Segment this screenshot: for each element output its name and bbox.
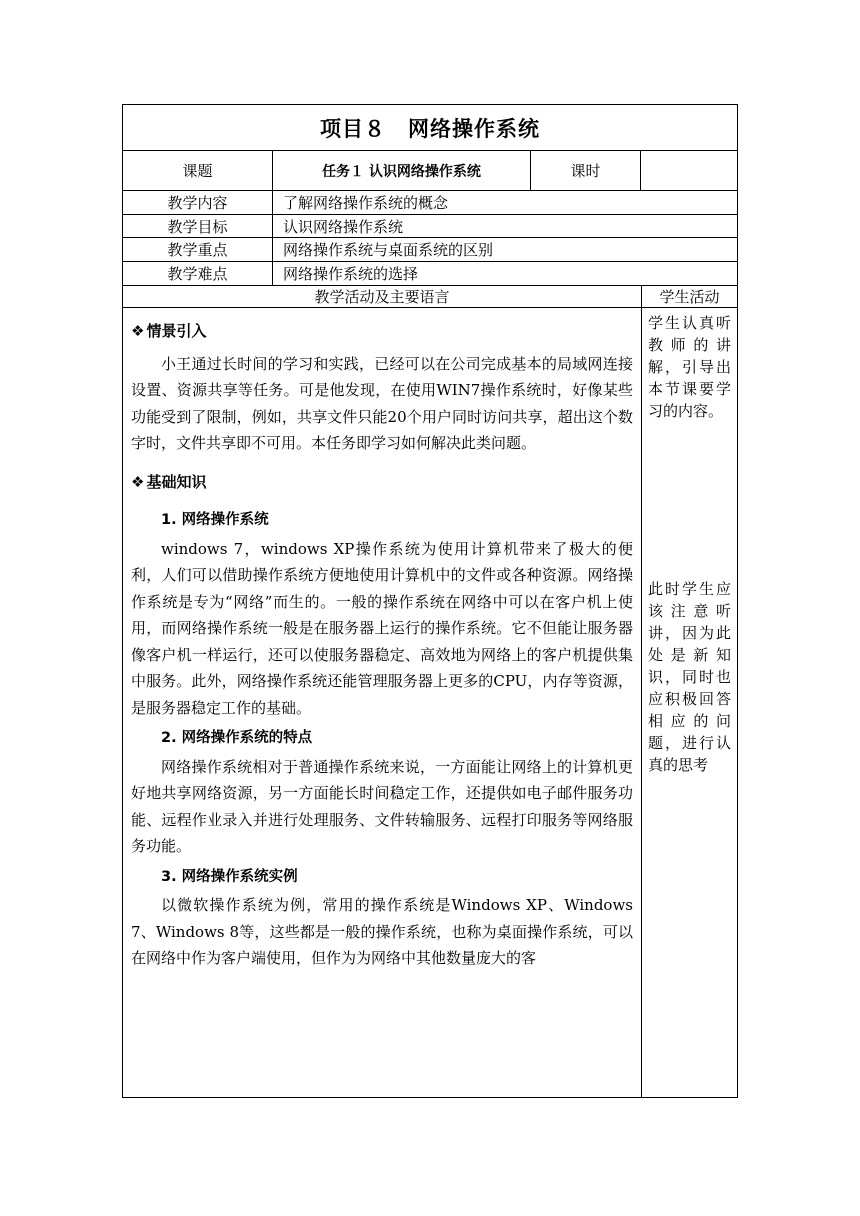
activity-header-row	[123, 286, 737, 308]
hours-value	[640, 151, 737, 190]
subsection-paragraph: 以微软操作系统为例，常用的操作系统是Windows XP、Windows 7、Windows 8等，这些都是一般的操作系统，也称为桌面操作系统，可以在网络中作为客户端使用，但作为为网络中其他数量庞大的客	[131, 896, 633, 967]
subsection-title: 2. 网络操作系统的特点	[161, 730, 313, 746]
student-activity-column	[641, 308, 737, 1097]
topic-label: 课题	[182, 162, 213, 180]
intro-paragraph: 小王通过长时间的学习和实践，已经可以在公司完成基本的局域网连接设置、资源共享等任务。可是他发现，在使用WIN7操作系统时，好像某些功能受到了限制，例如，共享文件只能20个用户同时访问共享，超出这个数字时，文件共享即不可用。本任务即学习如何解决此类问题。	[131, 354, 633, 452]
topic-row	[123, 151, 737, 191]
info-label: 教学重点	[167, 241, 228, 259]
activity-main-header: 教学活动及主要语言	[314, 288, 450, 306]
info-row	[123, 262, 737, 286]
info-label: 教学难点	[167, 265, 228, 283]
lesson-plan-table	[122, 104, 738, 1098]
section-heading-text: 情景引入	[146, 322, 207, 340]
page-title: 项目８ 网络操作系统	[320, 116, 540, 141]
subsection-paragraph: 网络操作系统相对于普通操作系统来说，一方面能让网络上的计算机更好地共享网络资源，另一方面能长时间稳定工作，还提供如电子邮件服务功能、远程作业录入并进行处理服务、文件转输服务、远程打印服务等网络服务功能。	[131, 757, 633, 855]
hours-label: 课时	[530, 151, 640, 190]
subsection-title: 3. 网络操作系统实例	[161, 868, 298, 885]
diamond-bullet-icon: ❖	[131, 472, 145, 491]
student-note: 学生认真听教师的讲解，引导出本节课要学习的内容。	[648, 314, 731, 420]
info-value: 网络操作系统的选择	[272, 262, 737, 285]
section-heading-text: 基础知识	[146, 472, 207, 491]
student-note: 此时学生应该注意听讲，因为此处是新知识，同时也应积极回答相应的问题，进行认真的思考	[648, 580, 731, 774]
info-value: 网络操作系统与桌面系统的区别	[272, 238, 737, 261]
diamond-bullet-icon: ❖	[131, 322, 145, 340]
info-row	[123, 215, 737, 238]
title-row	[123, 105, 737, 151]
info-label: 教学目标	[167, 217, 228, 236]
teaching-content	[123, 308, 641, 1097]
subsection-title: 1. 网络操作系统	[161, 512, 269, 528]
section-heading	[131, 469, 633, 496]
activity-side-header: 学生活动	[641, 286, 737, 307]
info-row	[123, 191, 737, 215]
info-row	[123, 238, 737, 262]
info-value: 认识网络操作系统	[272, 215, 737, 237]
topic-value: 任务１ 认识网络操作系统	[272, 151, 530, 190]
info-label: 教学内容	[167, 194, 228, 212]
section-heading	[131, 318, 633, 345]
info-value: 了解网络操作系统的概念	[272, 191, 737, 214]
subsection-paragraph: windows 7，windows XP操作系统为使用计算机带来了极大的便利，人们可以借助操作系统方便地使用计算机中的文件或各种资源。网络操作系统是专为“网络”而生的。一般的操作系统在网络中可以在客户机上使用，而网络操作系统一般是在服务器上运行的操作系统。它不但能让服务器像客户机一样运行，还可以使服务器稳定、高效地为网络上的客户机提供集中服务。此外，网络操作系统还能管理服务器上更多的CPU，内存等资源，是服务器稳定工作的基础。	[131, 539, 633, 717]
